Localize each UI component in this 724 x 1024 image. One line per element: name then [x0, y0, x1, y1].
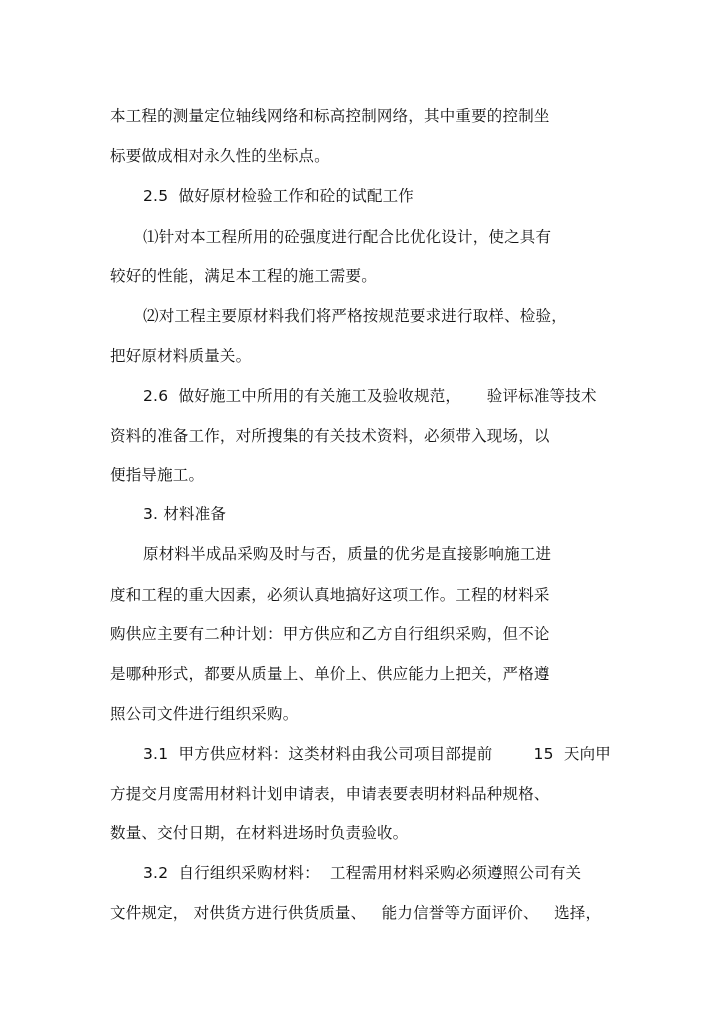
section-heading: 3. 材料准备	[143, 505, 227, 523]
text-line: 标要做成相对永久性的坐标点。	[110, 147, 330, 165]
text-line: 文件规定， 对供货方进行供货质量、 能力信誉等方面评价、 选择，	[110, 904, 602, 922]
text-line: 数量、交付日期，在材料进场时负责验收。	[110, 824, 409, 842]
section-heading: 2.6 做好施工中所用的有关施工及验收规范， 验评标准等技术	[143, 387, 597, 405]
text-line: 原材料半成品采购及时与否，质量的优劣是直接影响施工进	[143, 545, 552, 563]
text-line: 度和工程的重大因素，必须认真地搞好这项工作。工程的材料采	[110, 586, 550, 604]
text-line: 照公司文件进行组织采购。	[110, 705, 299, 723]
text-line: 本工程的测量定位轴线网络和标高控制网络，其中重要的控制坐	[110, 107, 550, 125]
text-line: ⑴针对本工程所用的砼强度进行配合比优化设计，使之具有	[143, 228, 552, 246]
section-heading: 2.5 做好原材检验工作和砼的试配工作	[143, 187, 415, 205]
text-line: 购供应主要有二种计划：甲方供应和乙方自行组织采购，但不论	[110, 625, 550, 643]
text-line: 方提交月度需用材料计划申请表，申请表要表明材料品种规格、	[110, 785, 550, 803]
section-heading: 3.2 自行组织采购材料： 工程需用材料采购必须遵照公司有关	[143, 864, 582, 882]
section-heading: 3.1 甲方供应材料：这类材料由我公司项目部提前 15 天向甲	[143, 745, 611, 763]
text-line: 资料的准备工作，对所搜集的有关技术资料，必须带入现场，以	[110, 427, 550, 445]
text-line: ⑵对工程主要原材料我们将严格按规范要求进行取样、检验，	[143, 307, 567, 325]
text-line: 便指导施工。	[110, 466, 205, 484]
text-line: 把好原材料质量关。	[110, 347, 252, 365]
text-line: 较好的性能，满足本工程的施工需要。	[110, 267, 377, 285]
text-line: 是哪种形式，都要从质量上、单价上、供应能力上把关，严格遵	[110, 665, 550, 683]
